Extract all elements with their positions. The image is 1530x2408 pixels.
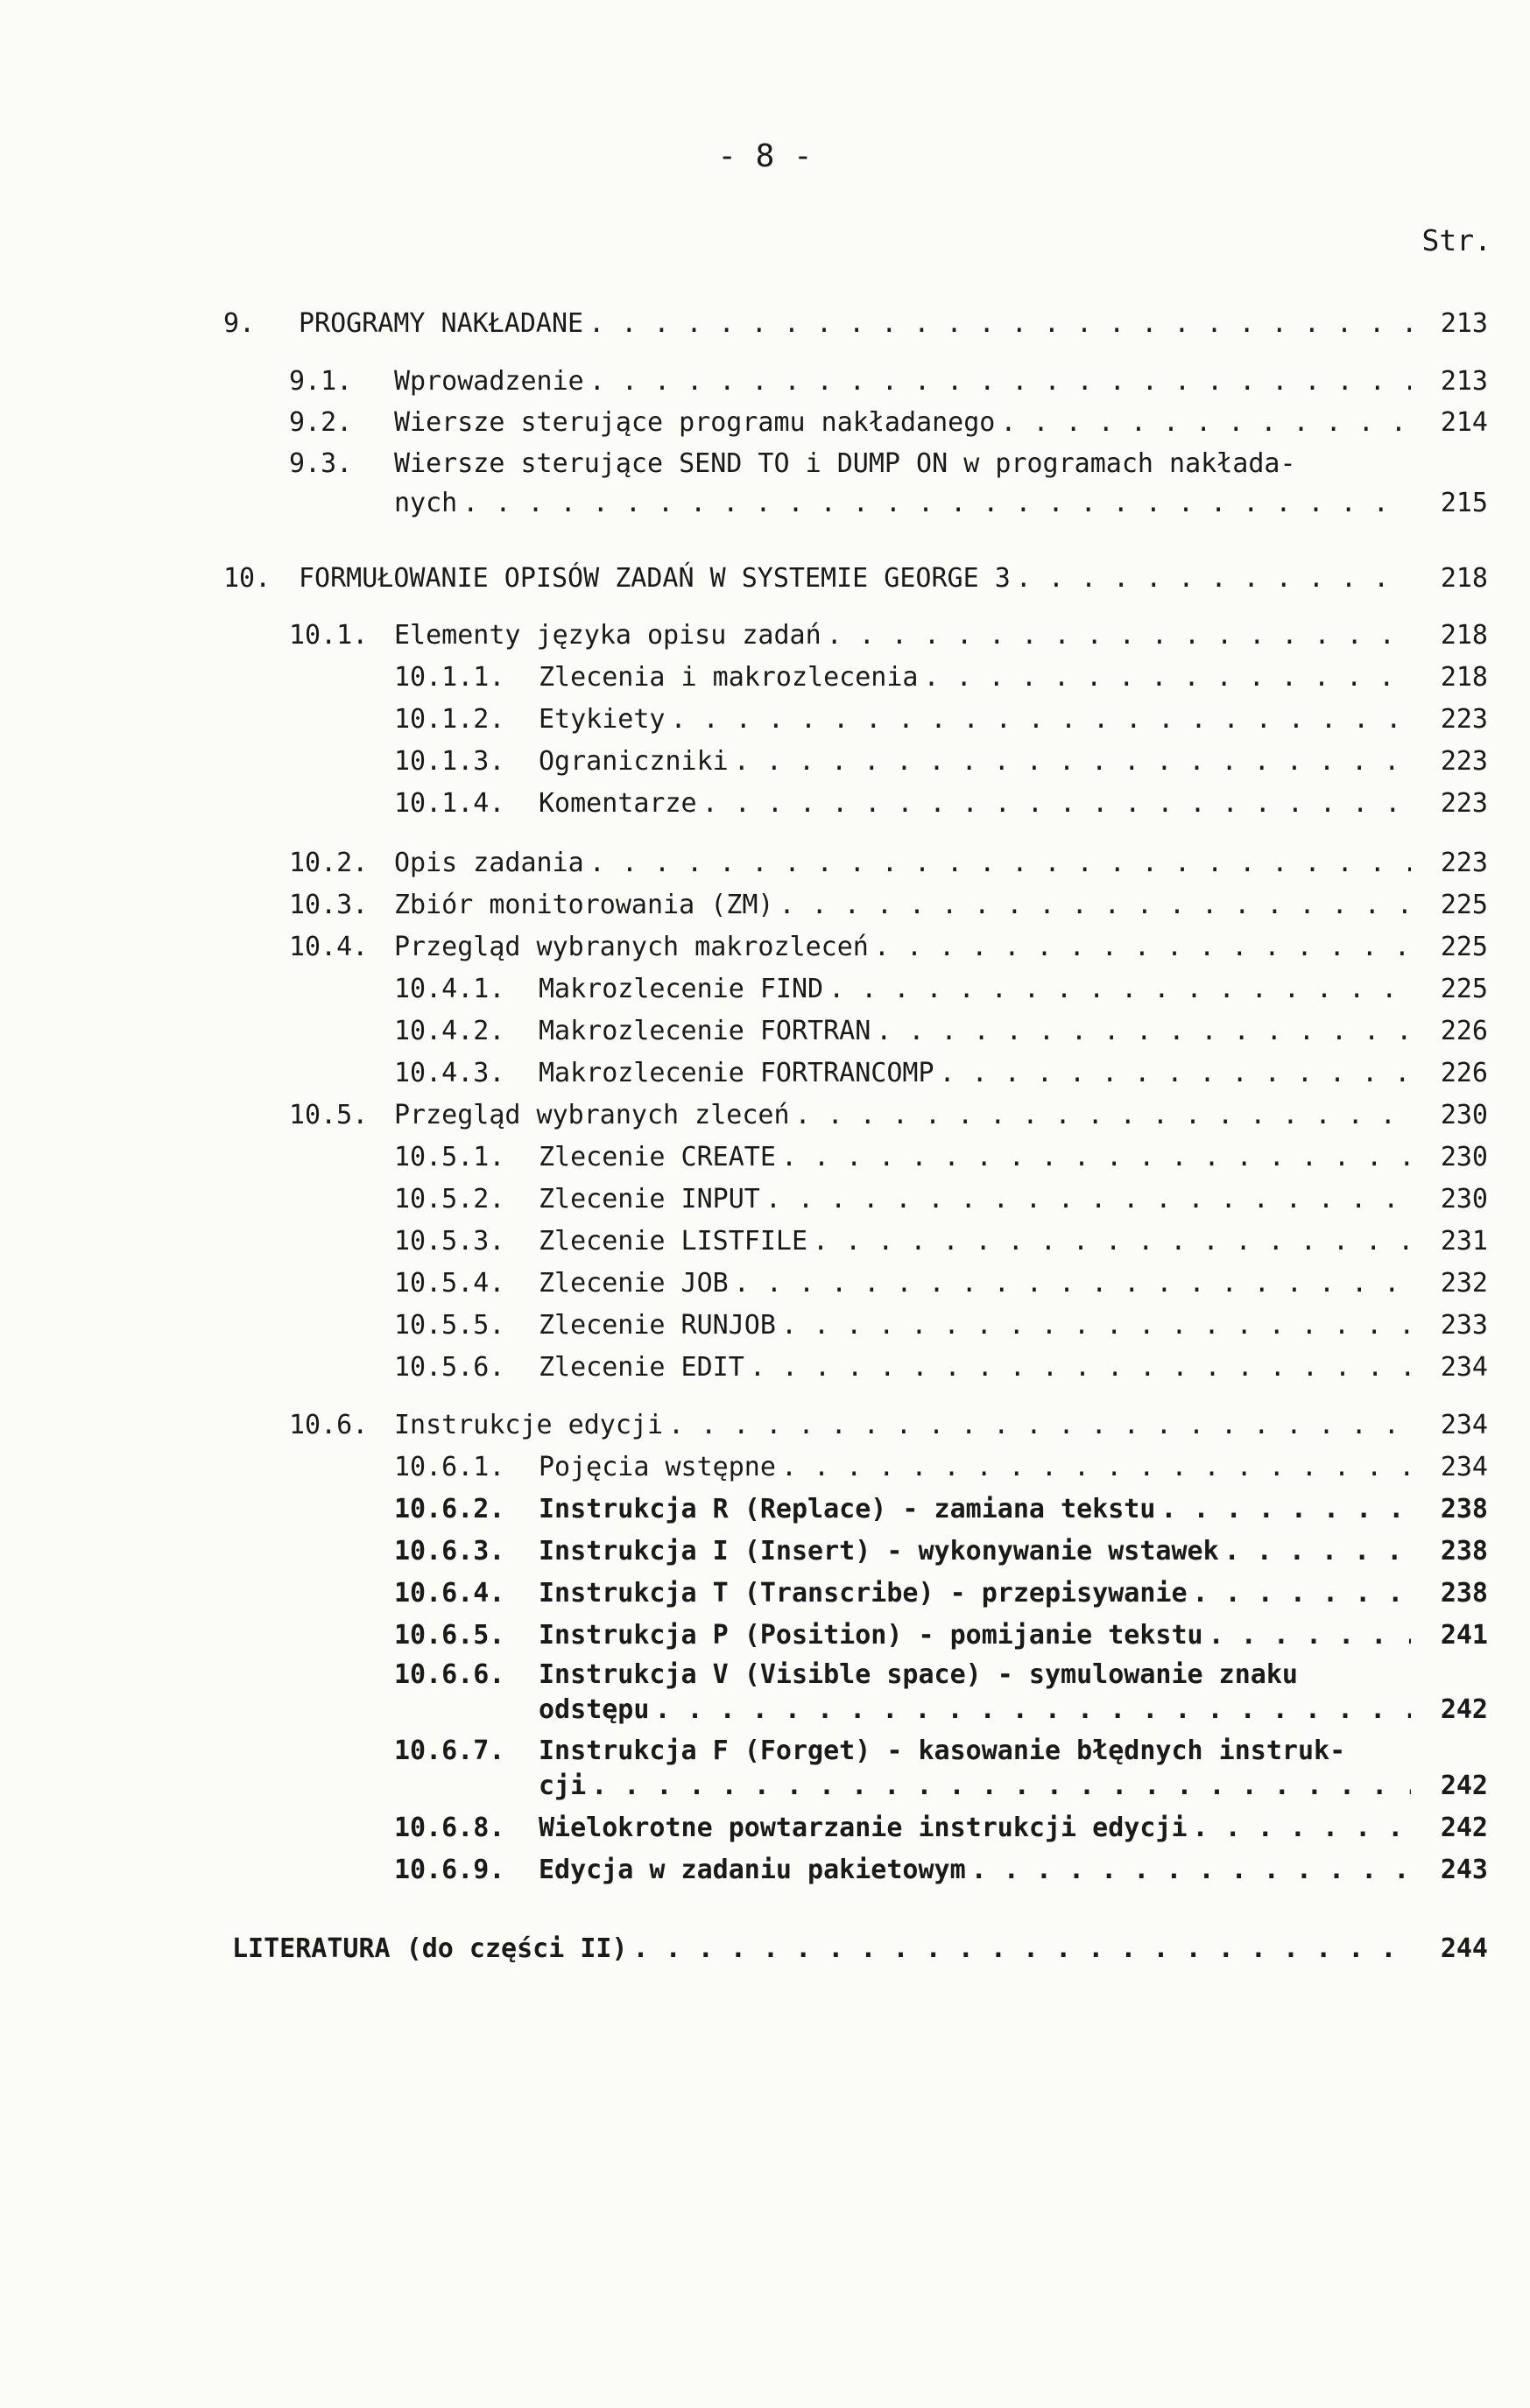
entry-page: 226 <box>1440 1016 1488 1046</box>
leader-dots <box>668 1410 1411 1440</box>
leader-dots <box>1224 1536 1411 1567</box>
entry-number: 10.6.6. <box>394 1659 505 1690</box>
toc-entry <box>289 848 1488 890</box>
toc-entry <box>289 1100 1488 1142</box>
entry-page: 233 <box>1440 1310 1488 1341</box>
toc-entry <box>394 1058 1488 1100</box>
leader-dots <box>827 620 1411 651</box>
leader-dots <box>971 1855 1411 1885</box>
entry-title: Zlecenie EDIT <box>539 1352 744 1383</box>
entry-number: 10.6.4. <box>394 1578 505 1609</box>
entry-title: Wprowadzenie <box>394 366 584 397</box>
leader-dots <box>1016 563 1411 594</box>
toc-entry <box>394 746 1488 788</box>
toc-entry <box>394 1184 1488 1226</box>
entry-page: 242 <box>1440 1813 1488 1843</box>
entry-title: Etykiety <box>539 704 666 735</box>
entry-title: Makrozlecenie FIND <box>539 974 824 1004</box>
leader-dots <box>462 488 1411 518</box>
entry-number: 10. <box>223 563 271 594</box>
toc-entry <box>289 890 1488 932</box>
leader-dots <box>702 788 1411 819</box>
entry-number: 10.5. <box>289 1100 369 1130</box>
toc-entry <box>394 974 1488 1016</box>
entry-number: 10.6. <box>289 1410 369 1440</box>
entry-number: 10.3. <box>289 890 369 920</box>
entry-page: 223 <box>1440 788 1488 819</box>
leader-dots <box>734 746 1411 777</box>
entry-title-line1: Wiersze sterujące SEND TO i DUMP ON w programach nakłada- <box>394 448 1296 479</box>
leader-dots <box>1160 1494 1411 1524</box>
entry-number: 10.5.2. <box>394 1184 505 1215</box>
entry-title: Makrozlecenie FORTRANCOMP <box>539 1058 934 1088</box>
toc-entry <box>289 620 1488 662</box>
entry-page: 241 <box>1440 1620 1488 1651</box>
entry-number: 10.6.8. <box>394 1813 505 1843</box>
entry-title-line1: Instrukcja V (Visible space) - symulowanie znaku <box>539 1659 1298 1690</box>
entry-title-line2: nych <box>394 488 458 518</box>
entry-title: Instrukcja P (Position) - pomijanie tekstu <box>539 1620 1203 1651</box>
entry-number: 10.5.4. <box>394 1268 505 1299</box>
leader-dots <box>589 848 1411 878</box>
entry-page: 225 <box>1440 890 1488 920</box>
entry-page: 223 <box>1440 704 1488 735</box>
entry-number: 10.4. <box>289 932 369 962</box>
leader-dots <box>828 974 1411 1004</box>
entry-title: Edycja w zadaniu pakietowym <box>539 1855 966 1885</box>
toc-entry <box>394 1771 1488 1813</box>
entry-title: Zlecenia i makrozlecenia <box>539 662 919 693</box>
entry-title-line2: cji <box>539 1771 587 1801</box>
entry-page: 234 <box>1440 1452 1488 1482</box>
toc-entry <box>289 366 1488 408</box>
entry-page: 218 <box>1440 620 1488 651</box>
leader-dots <box>589 308 1411 339</box>
toc-entry <box>394 1226 1488 1268</box>
toc-entry <box>394 1620 1488 1662</box>
entry-number: 10.1.2. <box>394 704 505 735</box>
leader-dots <box>923 662 1411 693</box>
entry-number: 10.6.5. <box>394 1620 505 1651</box>
entry-number: 9.2. <box>289 407 353 438</box>
leader-dots <box>654 1694 1411 1725</box>
toc-entry <box>223 308 1488 350</box>
entry-title: Zlecenie JOB <box>539 1268 729 1299</box>
entry-page: 218 <box>1440 662 1488 693</box>
entry-page: 234 <box>1440 1410 1488 1440</box>
leader-dots <box>589 366 1411 397</box>
entry-title: Ograniczniki <box>539 746 729 777</box>
entry-number: 10.1. <box>289 620 369 651</box>
entry-title: Przegląd wybranych makrozleceń <box>394 932 869 962</box>
entry-number: 10.6.2. <box>394 1494 505 1524</box>
leader-dots <box>1209 1620 1411 1651</box>
entry-title: Opis zadania <box>394 848 584 878</box>
toc-entry <box>289 932 1488 974</box>
entry-number: 10.6.7. <box>394 1736 505 1766</box>
entry-number: 10.6.3. <box>394 1536 505 1567</box>
entry-title: Przegląd wybranych zleceń <box>394 1100 790 1130</box>
toc-entry <box>394 1452 1488 1494</box>
entry-page: 234 <box>1440 1352 1488 1383</box>
entry-title: Elementy języka opisu zadań <box>394 620 821 651</box>
toc-entry <box>394 704 1488 746</box>
entry-title: Zlecenie CREATE <box>539 1142 776 1172</box>
toc-entry <box>394 1142 1488 1184</box>
entry-page: 238 <box>1440 1536 1488 1567</box>
entry-number: 10.4.3. <box>394 1058 505 1088</box>
entry-title: Zlecenie RUNJOB <box>539 1310 776 1341</box>
toc-entry-wrapped <box>289 448 1296 479</box>
leader-dots <box>633 1933 1411 1964</box>
entry-page: 238 <box>1440 1494 1488 1524</box>
entry-title: FORMUŁOWANIE OPISÓW ZADAŃ W SYSTEMIE GEORGE 3 <box>299 563 1011 594</box>
entry-number: 10.4.2. <box>394 1016 505 1046</box>
leader-dots <box>591 1771 1411 1801</box>
entry-title: Wiersze sterujące programu nakładanego <box>394 407 996 438</box>
entry-page: 244 <box>1440 1933 1488 1964</box>
leader-dots <box>1000 407 1411 438</box>
entry-title-line2: odstępu <box>539 1694 650 1725</box>
entry-page: 230 <box>1440 1142 1488 1172</box>
toc-entry <box>289 1410 1488 1452</box>
leader-dots <box>671 704 1412 735</box>
entry-number: 10.5.3. <box>394 1226 505 1257</box>
entry-page: 230 <box>1440 1100 1488 1130</box>
toc-entry <box>394 1536 1488 1578</box>
entry-page: 223 <box>1440 746 1488 777</box>
toc-entry <box>394 1578 1488 1620</box>
entry-page: 242 <box>1440 1694 1488 1725</box>
entry-page: 242 <box>1440 1771 1488 1801</box>
entry-title: Instrukcja T (Transcribe) - przepisywanie <box>539 1578 1188 1609</box>
entry-number: 10.5.5. <box>394 1310 505 1341</box>
entry-title: Makrozlecenie FORTRAN <box>539 1016 871 1046</box>
toc-entry <box>394 1494 1488 1536</box>
entry-number: 10.5.1. <box>394 1142 505 1172</box>
toc-entry <box>289 488 1488 530</box>
leader-dots <box>734 1268 1411 1299</box>
entry-page: 213 <box>1440 308 1488 339</box>
toc-entry <box>394 1016 1488 1058</box>
toc-entry <box>394 1813 1488 1855</box>
entry-number: 10.1.1. <box>394 662 505 693</box>
toc-entry <box>394 1694 1488 1736</box>
entry-number: 10.1.4. <box>394 788 505 819</box>
toc-entry <box>394 1352 1488 1394</box>
leader-dots <box>940 1058 1411 1088</box>
entry-page: 215 <box>1440 488 1488 518</box>
entry-page: 225 <box>1440 974 1488 1004</box>
entry-number: 9. <box>223 308 256 339</box>
entry-title: Pojęcia wstępne <box>539 1452 776 1482</box>
entry-title: Wielokrotne powtarzanie instrukcji edycji <box>539 1813 1188 1843</box>
entry-title: Zlecenie LISTFILE <box>539 1226 808 1257</box>
entry-page: 218 <box>1440 563 1488 594</box>
leader-dots <box>781 1452 1411 1482</box>
toc-entry <box>223 563 1488 605</box>
toc-entry <box>394 1268 1488 1310</box>
entry-page: 214 <box>1440 407 1488 438</box>
entry-title: Zlecenie INPUT <box>539 1184 760 1215</box>
entry-title: LITERATURA (do części II) <box>232 1933 628 1964</box>
leader-dots <box>781 1142 1411 1172</box>
entry-number: 9.1. <box>289 366 353 397</box>
toc-entry-wrapped <box>394 1736 1345 1766</box>
page-number: - 8 - <box>717 138 813 174</box>
toc-entry <box>394 1310 1488 1352</box>
entry-page: 226 <box>1440 1058 1488 1088</box>
toc-entry <box>394 788 1488 830</box>
leader-dots <box>765 1184 1411 1215</box>
entry-page: 238 <box>1440 1578 1488 1609</box>
entry-title: Instrukcja R (Replace) - zamiana tekstu <box>539 1494 1156 1524</box>
toc-entry-wrapped <box>394 1659 1298 1690</box>
entry-title: Instrukcja I (Insert) - wykonywanie wstawek <box>539 1536 1219 1567</box>
toc-entry-bibliography <box>232 1933 1488 1975</box>
leader-dots <box>1193 1578 1411 1609</box>
entry-number: 10.6.1. <box>394 1452 505 1482</box>
toc-entry <box>289 407 1488 449</box>
leader-dots <box>795 1100 1411 1130</box>
toc-entry <box>394 662 1488 704</box>
entry-title: Zbiór monitorowania (ZM) <box>394 890 774 920</box>
entry-number: 10.5.6. <box>394 1352 505 1383</box>
entry-page: 225 <box>1440 932 1488 962</box>
entry-title: PROGRAMY NAKŁADANE <box>299 308 584 339</box>
leader-dots <box>874 932 1411 962</box>
leader-dots <box>781 1310 1411 1341</box>
entry-number: 10.4.1. <box>394 974 505 1004</box>
entry-number: 10.6.9. <box>394 1855 505 1885</box>
leader-dots <box>750 1352 1411 1383</box>
entry-title: Komentarze <box>539 788 697 819</box>
entry-number: 9.3. <box>289 448 353 479</box>
leader-dots <box>813 1226 1411 1257</box>
entry-number: 10.2. <box>289 848 369 878</box>
entry-title-line1: Instrukcja F (Forget) - kasowanie błędnych instruk- <box>539 1736 1346 1766</box>
leader-dots <box>876 1016 1411 1046</box>
entry-page: 232 <box>1440 1268 1488 1299</box>
leader-dots <box>779 890 1411 920</box>
entry-page: 231 <box>1440 1226 1488 1257</box>
entry-number: 10.1.3. <box>394 746 505 777</box>
leader-dots <box>1193 1813 1411 1843</box>
page-column-label: Str. <box>1421 223 1491 257</box>
toc-entry <box>394 1855 1488 1897</box>
entry-page: 243 <box>1440 1855 1488 1885</box>
entry-page: 213 <box>1440 366 1488 397</box>
entry-title: Instrukcje edycji <box>394 1410 664 1440</box>
entry-page: 230 <box>1440 1184 1488 1215</box>
entry-page: 223 <box>1440 848 1488 878</box>
